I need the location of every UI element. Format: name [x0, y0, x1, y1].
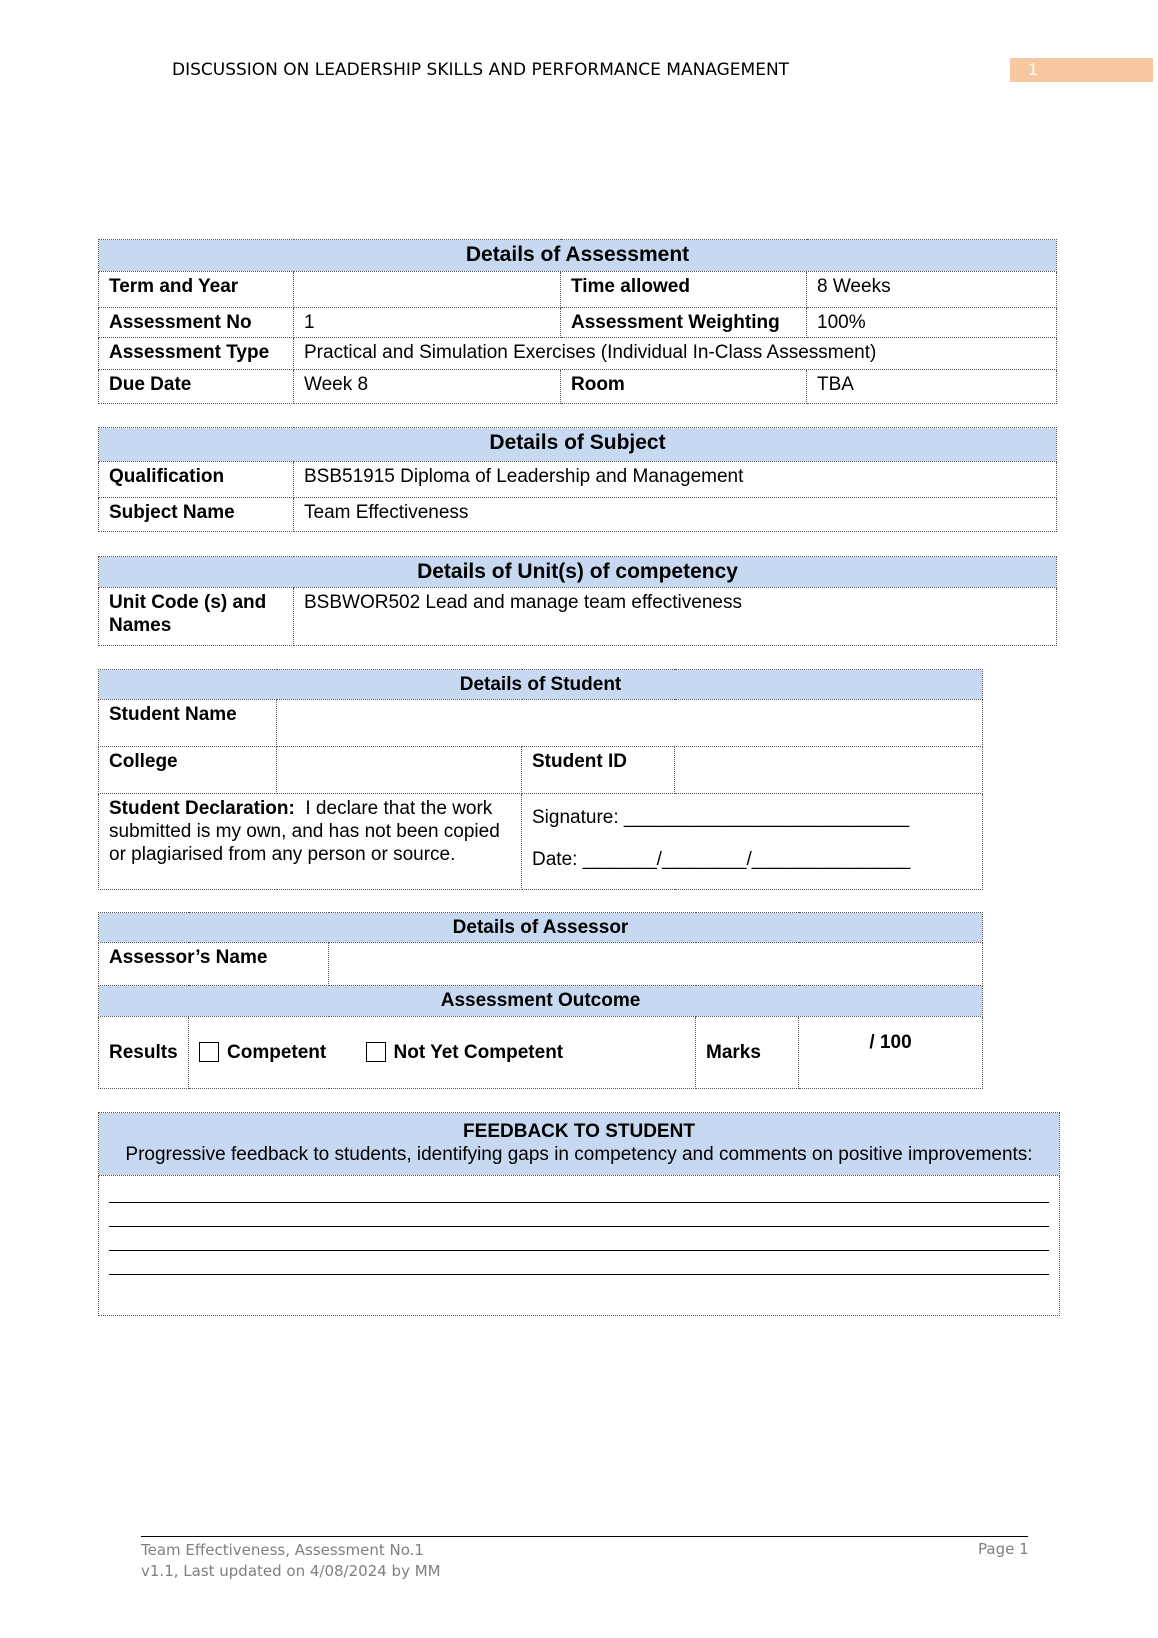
feedback-heading: FEEDBACK TO STUDENT [463, 1121, 695, 1142]
footer-info [141, 1540, 441, 1582]
results-options [189, 1017, 696, 1089]
feedback-line [109, 1251, 1049, 1275]
unit-heading: Details of Unit(s) of competency [99, 557, 1057, 588]
student-declaration [99, 794, 522, 890]
signature-block [522, 794, 983, 890]
student-name-field[interactable] [277, 700, 983, 747]
qualification-value: BSB51915 Diploma of Leadership and Management [294, 462, 1057, 498]
term-value[interactable] [294, 272, 561, 308]
room-value: TBA [807, 370, 1057, 404]
footer-page-number: Page 1 [978, 1540, 1029, 1558]
competent-checkbox[interactable] [199, 1042, 219, 1062]
assessor-name-field[interactable] [329, 943, 983, 986]
due-date-value: Week 8 [294, 370, 561, 404]
assessment-weighting-label: Assessment Weighting [561, 308, 807, 338]
assessment-no-value: 1 [294, 308, 561, 338]
declaration-text: I declare that the work submitted is my own, and has not been copied or plagiarised from any person or source. [109, 798, 500, 865]
feedback-header [99, 1113, 1060, 1176]
results-label: Results [99, 1017, 189, 1089]
marks-value[interactable]: / 100 [799, 1017, 983, 1089]
unit-code-label: Unit Code (s) and Names [99, 588, 294, 646]
due-date-label: Due Date [99, 370, 294, 404]
unit-details-table [98, 556, 1057, 646]
signature-line[interactable]: Signature: ___________________________ [532, 807, 910, 828]
student-details-table [98, 669, 983, 890]
footer-line-1: Team Effectiveness, Assessment No.1 [141, 1541, 424, 1559]
feedback-line [109, 1203, 1049, 1227]
student-heading: Details of Student [99, 670, 983, 700]
footer-divider [141, 1536, 1028, 1537]
feedback-line [109, 1227, 1049, 1251]
subject-details-table [98, 427, 1057, 532]
not-yet-competent-option[interactable] [366, 1042, 564, 1063]
page-number-badge: 1 [1010, 58, 1153, 82]
not-yet-competent-checkbox[interactable] [366, 1042, 386, 1062]
time-allowed-label: Time allowed [561, 272, 807, 308]
competent-option[interactable] [199, 1042, 326, 1063]
feedback-area[interactable] [99, 1176, 1060, 1316]
assessment-heading: Details of Assessment [99, 240, 1057, 272]
assessment-type-label: Assessment Type [99, 338, 294, 370]
time-allowed-value: 8 Weeks [807, 272, 1057, 308]
room-label: Room [561, 370, 807, 404]
declaration-label: Student Declaration: [109, 798, 295, 819]
date-line[interactable]: Date: _______/________/_______________ [532, 849, 911, 870]
student-id-field[interactable] [675, 747, 983, 794]
marks-label: Marks [696, 1017, 799, 1089]
student-id-label: Student ID [522, 747, 675, 794]
subject-name-value: Team Effectiveness [294, 498, 1057, 532]
qualification-label: Qualification [99, 462, 294, 498]
feedback-line [109, 1179, 1049, 1203]
subject-heading: Details of Subject [99, 428, 1057, 462]
term-label: Term and Year [99, 272, 294, 308]
subject-name-label: Subject Name [99, 498, 294, 532]
assessment-type-value: Practical and Simulation Exercises (Individual In-Class Assessment) [294, 338, 1057, 370]
college-field[interactable] [277, 747, 522, 794]
assessment-details-table [98, 239, 1057, 404]
footer-line-2: v1.1, Last updated on 4/08/2024 by MM [141, 1562, 441, 1580]
student-name-label: Student Name [99, 700, 277, 747]
unit-code-value: BSBWOR502 Lead and manage team effectiveness [294, 588, 1057, 646]
assessment-weighting-value: 100% [807, 308, 1057, 338]
assessor-details-table [98, 912, 983, 1089]
assessor-name-label: Assessor’s Name [99, 943, 329, 986]
assessor-heading: Details of Assessor [99, 913, 983, 943]
college-label: College [99, 747, 277, 794]
not-yet-competent-label: Not Yet Competent [393, 1042, 564, 1063]
feedback-table [98, 1112, 1060, 1316]
assessment-no-label: Assessment No [99, 308, 294, 338]
document-header-title: DISCUSSION ON LEADERSHIP SKILLS AND PERFORMANCE MANAGEMENT [172, 60, 790, 80]
feedback-subheading: Progressive feedback to students, identifying gaps in competency and comments on positive improvements: [125, 1144, 1033, 1165]
competent-label: Competent [227, 1042, 327, 1063]
assessment-outcome-heading: Assessment Outcome [99, 986, 983, 1017]
